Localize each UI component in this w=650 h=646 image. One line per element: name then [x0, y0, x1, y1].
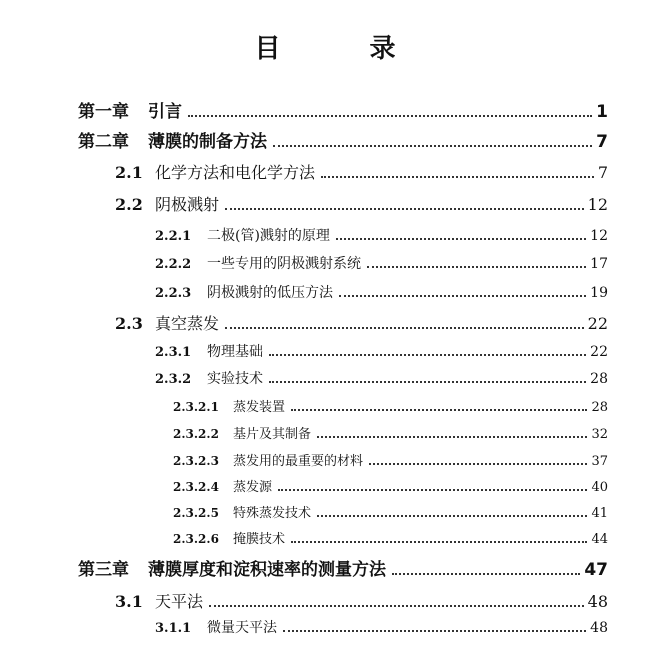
toc-entry-page: 41	[591, 506, 608, 521]
toc-entry[interactable]	[173, 528, 608, 547]
dot-leader	[225, 327, 584, 329]
dot-leader	[283, 630, 586, 632]
toc-entry-number: 2.3.2.2	[173, 427, 219, 441]
toc-entry[interactable]	[155, 253, 608, 273]
toc-entry-number: 第二章	[78, 132, 129, 152]
dot-leader	[336, 238, 586, 240]
toc-entry-page: 22	[587, 314, 608, 333]
toc-entry-page: 28	[591, 400, 608, 415]
toc-entry-title: 天平法	[155, 592, 204, 611]
dot-leader	[278, 489, 587, 491]
toc-entry-page: 12	[590, 228, 608, 244]
toc-entry-number: 第三章	[78, 560, 129, 580]
toc-entry[interactable]	[78, 127, 608, 152]
toc-entry-title: 阴极溅射的低压方法	[207, 285, 333, 301]
toc-entry-number: 2.3.2.4	[173, 480, 219, 494]
toc-entry-title: 蒸发源	[233, 480, 273, 495]
dot-leader	[321, 176, 594, 178]
toc-entry-number: 2.3.2.3	[173, 454, 219, 468]
dot-leader	[317, 436, 587, 438]
dot-leader	[273, 145, 592, 147]
toc-entry[interactable]	[155, 282, 608, 302]
dot-leader	[188, 115, 592, 117]
toc-entry-number: 3.1.1	[155, 621, 192, 636]
toc-entry[interactable]	[173, 476, 608, 495]
toc-entry-number: 2.2.1	[155, 229, 192, 244]
toc-entry-page: 37	[591, 454, 608, 469]
toc-entry-page: 19	[590, 285, 608, 301]
toc-entry-page: 1	[596, 102, 608, 122]
toc-entry-title: 引言	[148, 102, 182, 122]
toc-entry[interactable]	[115, 160, 608, 183]
dot-leader	[225, 208, 584, 210]
toc-entry-title: 特殊蒸发技术	[233, 506, 312, 521]
toc-entry-page: 44	[591, 532, 608, 547]
dot-leader	[269, 354, 586, 356]
toc-entry-page: 7	[597, 163, 608, 182]
toc-entry-title: 真空蒸发	[155, 314, 220, 333]
toc-entry-page: 48	[590, 620, 608, 636]
toc-entry-page: 47	[584, 560, 608, 580]
toc-entry[interactable]	[173, 502, 608, 521]
toc-entry-title: 基片及其制备	[233, 427, 312, 442]
toc-entry-title: 实验技术	[207, 371, 263, 387]
dot-leader	[339, 295, 586, 297]
toc-entry-title: 化学方法和电化学方法	[155, 163, 316, 182]
toc-entry-title: 一些专用的阴极溅射系统	[207, 256, 361, 272]
dot-leader	[317, 515, 587, 517]
toc-entry-page: 32	[591, 427, 608, 442]
dot-leader	[291, 541, 587, 543]
toc-entry[interactable]	[78, 97, 608, 122]
toc-entry-number: 2.2.2	[155, 257, 192, 272]
dot-leader	[209, 605, 584, 607]
toc-entry-page: 12	[587, 195, 608, 214]
dot-leader	[367, 266, 586, 268]
dot-leader	[291, 409, 587, 411]
toc-entry-title: 蒸发用的最重要的材料	[233, 454, 364, 469]
toc-entry-title: 阴极溅射	[155, 195, 220, 214]
toc-entry-page: 28	[590, 371, 608, 387]
toc-entry-page: 22	[590, 344, 608, 360]
toc-entry-page: 40	[591, 480, 608, 495]
toc-entry-number: 2.2.3	[155, 286, 192, 301]
toc-entry-title: 薄膜的制备方法	[148, 132, 267, 152]
toc-entry-number: 2.3.2.5	[173, 506, 219, 520]
toc-entry[interactable]	[155, 617, 608, 637]
toc-entry-number: 2.3.2.1	[173, 400, 219, 414]
toc-entry-page: 17	[590, 256, 608, 272]
dot-leader	[369, 463, 587, 465]
toc-entry-number: 2.3.2.6	[173, 532, 219, 546]
toc-entry-title: 物理基础	[207, 344, 263, 360]
toc-entry-number: 2.1	[115, 163, 143, 182]
toc-entry-number: 2.2	[115, 195, 143, 214]
dot-leader	[269, 381, 586, 383]
toc-entry-number: 第一章	[78, 102, 129, 122]
toc-entry[interactable]	[173, 423, 608, 442]
toc-entry-title: 二极(管)溅射的原理	[207, 228, 330, 244]
toc-entry-page: 48	[587, 592, 608, 611]
toc-entry-page: 7	[596, 132, 608, 152]
toc-entry[interactable]	[115, 192, 608, 215]
toc-entry-number: 2.3.1	[155, 345, 192, 360]
toc-entry[interactable]	[115, 311, 608, 334]
toc-entry-number: 3.1	[115, 592, 143, 611]
toc-entry[interactable]	[173, 396, 608, 415]
toc-entry-title: 薄膜厚度和淀积速率的测量方法	[148, 560, 386, 580]
toc-entry-title: 蒸发装置	[233, 400, 286, 415]
toc-entry[interactable]	[78, 555, 608, 580]
toc-entry[interactable]	[155, 225, 608, 245]
dot-leader	[392, 573, 580, 575]
toc-entry-number: 2.3	[115, 314, 143, 333]
toc-entry[interactable]	[173, 450, 608, 469]
toc-entry[interactable]	[155, 341, 608, 361]
toc-entry[interactable]	[115, 589, 608, 612]
toc-heading: 目 录	[254, 34, 436, 64]
toc-entry-title: 掩膜技术	[233, 532, 286, 547]
toc-entry-title: 微量天平法	[207, 620, 277, 636]
toc-entry-number: 2.3.2	[155, 372, 192, 387]
toc-entry[interactable]	[155, 368, 608, 388]
